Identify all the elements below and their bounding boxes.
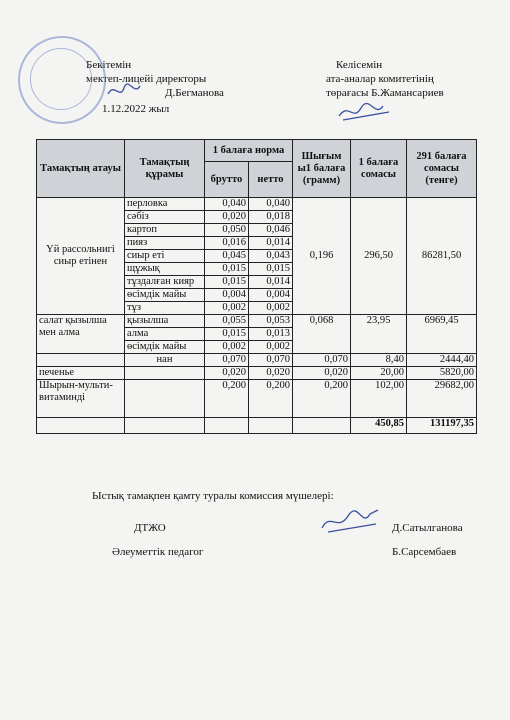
- per-child-total: 450,85: [351, 418, 407, 434]
- dish-name: Шырын-мульти-витаминді: [37, 380, 125, 418]
- col-header-name: Тамақтың атауы: [37, 140, 125, 198]
- commission-role-2: Әлеуметтік педагог: [112, 546, 204, 558]
- commission-name-2: Б.Сарсембаев: [392, 546, 457, 558]
- brutto-value: 0,020: [205, 211, 249, 224]
- school-stamp: [18, 36, 106, 124]
- brutto-value: 0,020: [205, 367, 249, 380]
- netto-value: 0,020: [249, 367, 293, 380]
- col-header-netto: нетто: [249, 162, 293, 198]
- table-row: [37, 380, 477, 418]
- col-header-brutto: брутто: [205, 162, 249, 198]
- total-value: 6969,45: [407, 315, 477, 354]
- ingredient: [125, 367, 205, 380]
- ingredient: [125, 380, 205, 418]
- commission-heading: Ыстық тамақпен қамту туралы комиссия мүшелері:: [92, 490, 334, 502]
- dish-name: Үй рассольнигі сиыр етінен: [37, 198, 125, 315]
- commission-name-1: Д.Сатылганова: [392, 522, 463, 534]
- total-value: 2444,40: [407, 354, 477, 367]
- yield-value: 0,070: [293, 354, 351, 367]
- committee-title: ата-аналар комитетінің: [326, 73, 434, 85]
- brutto-value: 0,015: [205, 328, 249, 341]
- netto-value: 0,004: [249, 289, 293, 302]
- netto-value: 0,014: [249, 276, 293, 289]
- director-name: Д.Бегманова: [165, 87, 224, 99]
- netto-value: 0,070: [249, 354, 293, 367]
- per-child-value: 8,40: [351, 354, 407, 367]
- brutto-value: 0,004: [205, 289, 249, 302]
- brutto-value: 0,070: [205, 354, 249, 367]
- ingredient: қызылша: [125, 315, 205, 328]
- col-header-total: 291 балаға сомасы (тенге): [407, 140, 477, 198]
- yield-value: 0,196: [293, 198, 351, 315]
- chairman-signature: [335, 98, 395, 126]
- total-value: 29682,00: [407, 380, 477, 418]
- commission-role-1: ДТЖО: [134, 522, 166, 534]
- total-value: 86281,50: [407, 198, 477, 315]
- approval-date: 1.12.2022 жыл: [102, 103, 170, 115]
- per-child-value: 20,00: [351, 367, 407, 380]
- netto-value: 0,043: [249, 250, 293, 263]
- ingredient: нан: [125, 354, 205, 367]
- yield-value: 0,020: [293, 367, 351, 380]
- table-row: [37, 315, 477, 328]
- dish-name: [37, 354, 125, 367]
- col-header-per-child: 1 балаға сомасы: [351, 140, 407, 198]
- agree-label: Келісемін: [336, 59, 383, 71]
- brutto-value: 0,055: [205, 315, 249, 328]
- ingredient: картоп: [125, 224, 205, 237]
- ingredient: щұжық: [125, 263, 205, 276]
- brutto-value: 0,002: [205, 302, 249, 315]
- ingredient: перловка: [125, 198, 205, 211]
- approve-label: Бекітемін: [86, 59, 132, 71]
- per-child-value: 102,00: [351, 380, 407, 418]
- netto-value: 0,015: [249, 263, 293, 276]
- netto-value: 0,200: [249, 380, 293, 418]
- brutto-value: 0,015: [205, 276, 249, 289]
- table-row: [37, 198, 477, 211]
- brutto-value: 0,040: [205, 198, 249, 211]
- yield-value: 0,200: [293, 380, 351, 418]
- brutto-value: 0,200: [205, 380, 249, 418]
- col-header-yield: Шығым ы1 балаға (грамм): [293, 140, 351, 198]
- brutto-value: 0,002: [205, 341, 249, 354]
- ingredient: тұздалған кияр: [125, 276, 205, 289]
- ingredient: алма: [125, 328, 205, 341]
- netto-value: 0,002: [249, 302, 293, 315]
- chairman-name: төрағасы Б.Жамансариев: [326, 87, 444, 99]
- netto-value: 0,053: [249, 315, 293, 328]
- menu-table: [36, 139, 477, 434]
- table-row: [37, 367, 477, 380]
- dish-name: салат қызылша мен алма: [37, 315, 125, 354]
- ingredient: тұз: [125, 302, 205, 315]
- ingredient: өсімдік майы: [125, 341, 205, 354]
- per-child-value: 23,95: [351, 315, 407, 354]
- director-title: мектеп-лицейі директоры: [86, 73, 207, 85]
- netto-value: 0,013: [249, 328, 293, 341]
- ingredient: сәбіз: [125, 211, 205, 224]
- total-value: 5820,00: [407, 367, 477, 380]
- col-header-norm: 1 балаға норма: [205, 140, 293, 162]
- dish-name: печенье: [37, 367, 125, 380]
- netto-value: 0,002: [249, 341, 293, 354]
- grand-total: 131197,35: [407, 418, 477, 434]
- ingredient: сиыр еті: [125, 250, 205, 263]
- ingredient: өсімдік майы: [125, 289, 205, 302]
- netto-value: 0,014: [249, 237, 293, 250]
- netto-value: 0,046: [249, 224, 293, 237]
- brutto-value: 0,050: [205, 224, 249, 237]
- table-row: [37, 354, 477, 367]
- brutto-value: 0,015: [205, 263, 249, 276]
- col-header-composition: Тамақтың құрамы: [125, 140, 205, 198]
- per-child-value: 296,50: [351, 198, 407, 315]
- brutto-value: 0,016: [205, 237, 249, 250]
- netto-value: 0,040: [249, 198, 293, 211]
- totals-row: [37, 418, 477, 434]
- director-signature: [104, 80, 144, 102]
- brutto-value: 0,045: [205, 250, 249, 263]
- netto-value: 0,018: [249, 211, 293, 224]
- ingredient: пияз: [125, 237, 205, 250]
- yield-value: 0,068: [293, 315, 351, 354]
- commission-signature: [318, 506, 384, 540]
